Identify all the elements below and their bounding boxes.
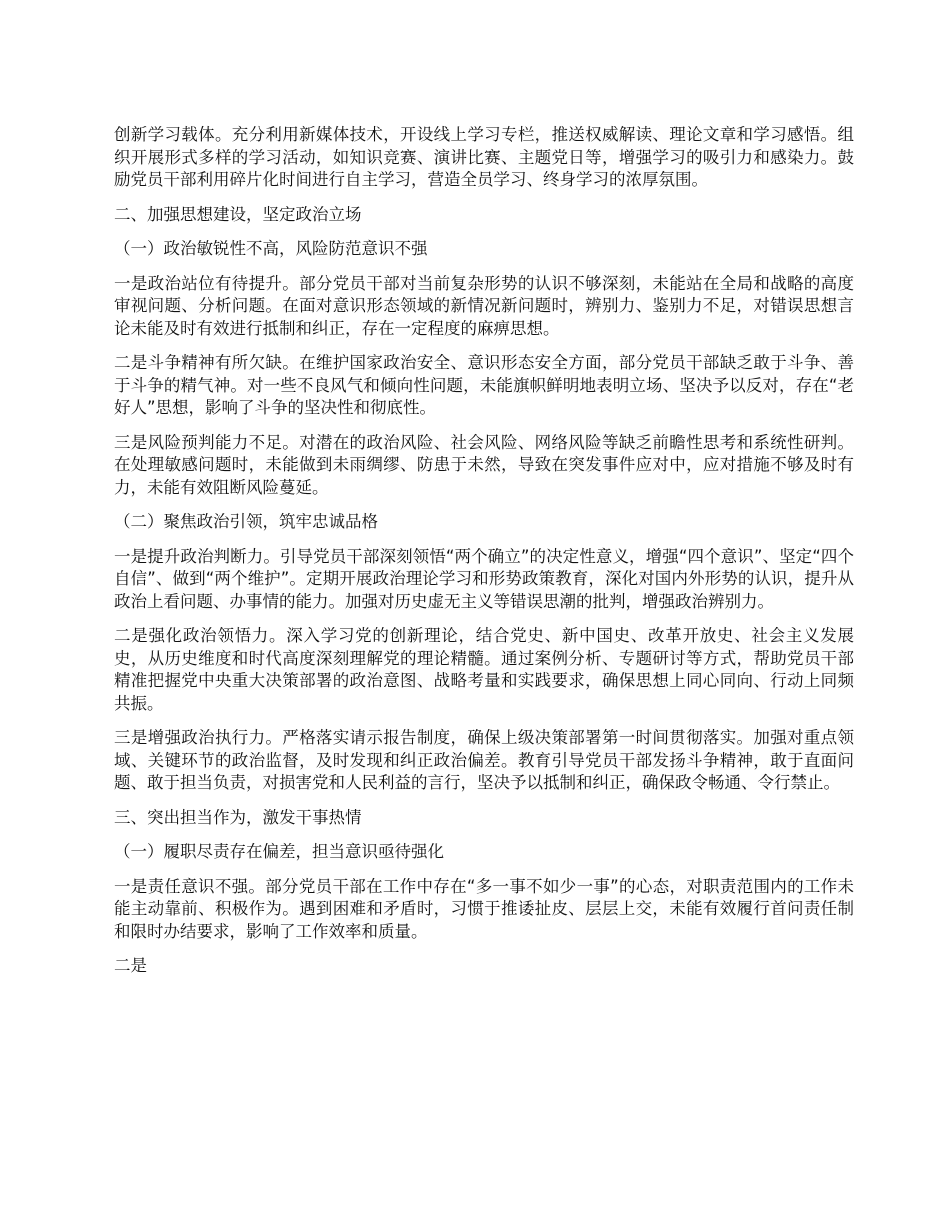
section-heading-2: 二、加强思想建设，坚定政治立场	[114, 204, 362, 224]
paragraph-3-1-2-fragment: 二是	[114, 956, 147, 975]
subsection-heading-3-1: （一）履职尽责存在偏差，担当意识亟待强化	[114, 842, 444, 861]
subsection-heading-2-1: （一）政治敏锐性不高，风险防范意识不强	[114, 239, 428, 258]
paragraph-2-2-1: 一是提升政治判断力。引导党员干部深刻领悟“两个确立”的决定性意义，增强“四个意识”、坚定“四个自信”、做到“两个维护”。定期开展政治理论学习和形势政策教育，深化对国内外形势的认识，提升从政治上看问题、办事情的能力。加强对历史虚无主义等错误思潮的批判，增强政治辨别力。	[114, 546, 854, 611]
paragraph-2-1-1: 一是政治站位有待提升。部分党员干部对当前复杂形势的认识不够深刻，未能站在全局和战略的高度审视问题、分析问题。在面对意识形态领域的新情况新问题时，辨别力、鉴别力不足，对错误思想言论未能及时有效进行抵制和纠正，存在一定程度的麻痹思想。	[114, 273, 854, 338]
document-page	[114, 124, 854, 990]
paragraph-3-1-1: 一是责任意识不强。部分党员干部在工作中存在“多一事不如少一事”的心态，对职责范围内的工作未能主动靠前、积极作为。遇到困难和矛盾时，习惯于推诿扯皮、层层上交，未能有效履行首问责任制和限时办结要求，影响了工作效率和质量。	[114, 876, 854, 941]
paragraph-2-1-3: 三是风险预判能力不足。对潜在的政治风险、社会风险、网络风险等缺乏前瞻性思考和系统性研判。在处理敏感问题时，未能做到未雨绸缪、防患于未然，导致在突发事件应对中，应对措施不够及时有力，未能有效阻断风险蔓延。	[114, 432, 854, 497]
section-heading-3: 三、突出担当作为，激发干事热情	[114, 807, 362, 827]
paragraph-2-2-2: 二是强化政治领悟力。深入学习党的创新理论，结合党史、新中国史、改革开放史、社会主义发展史，从历史维度和时代高度深刻理解党的理论精髓。通过案例分析、专题研讨等方式，帮助党员干部精准把握党中央重大决策部署的政治意图、战略考量和实践要求，确保思想上同心同向、行动上同频共振。	[114, 626, 854, 713]
subsection-heading-2-2: （二）聚焦政治引领，筑牢忠诚品格	[114, 512, 378, 531]
paragraph-2-2-3: 三是增强政治执行力。严格落实请示报告制度，确保上级决策部署第一时间贯彻落实。加强对重点领域、关键环节的政治监督，及时发现和纠正政治偏差。教育引导党员干部发扬斗争精神，敢于直面问题、敢于担当负责，对损害党和人民利益的言行，坚决予以抵制和纠正，确保政令畅通、令行禁止。	[114, 728, 854, 792]
paragraph-2-1-2: 二是斗争精神有所欠缺。在维护国家政治安全、意识形态安全方面，部分党员干部缺乏敢于斗争、善于斗争的精气神。对一些不良风气和倾向性问题，未能旗帜鲜明地表明立场、坚决予以反对，存在“老好人”思想，影响了斗争的坚决性和彻底性。	[114, 353, 854, 417]
paragraph-study-carrier: 创新学习载体。充分利用新媒体技术，开设线上学习专栏，推送权威解读、理论文章和学习感悟。组织开展形式多样的学习活动，如知识竞赛、演讲比赛、主题党日等，增强学习的吸引力和感染力。鼓励党员干部利用碎片化时间进行自主学习，营造全员学习、终身学习的浓厚氛围。	[114, 125, 854, 189]
